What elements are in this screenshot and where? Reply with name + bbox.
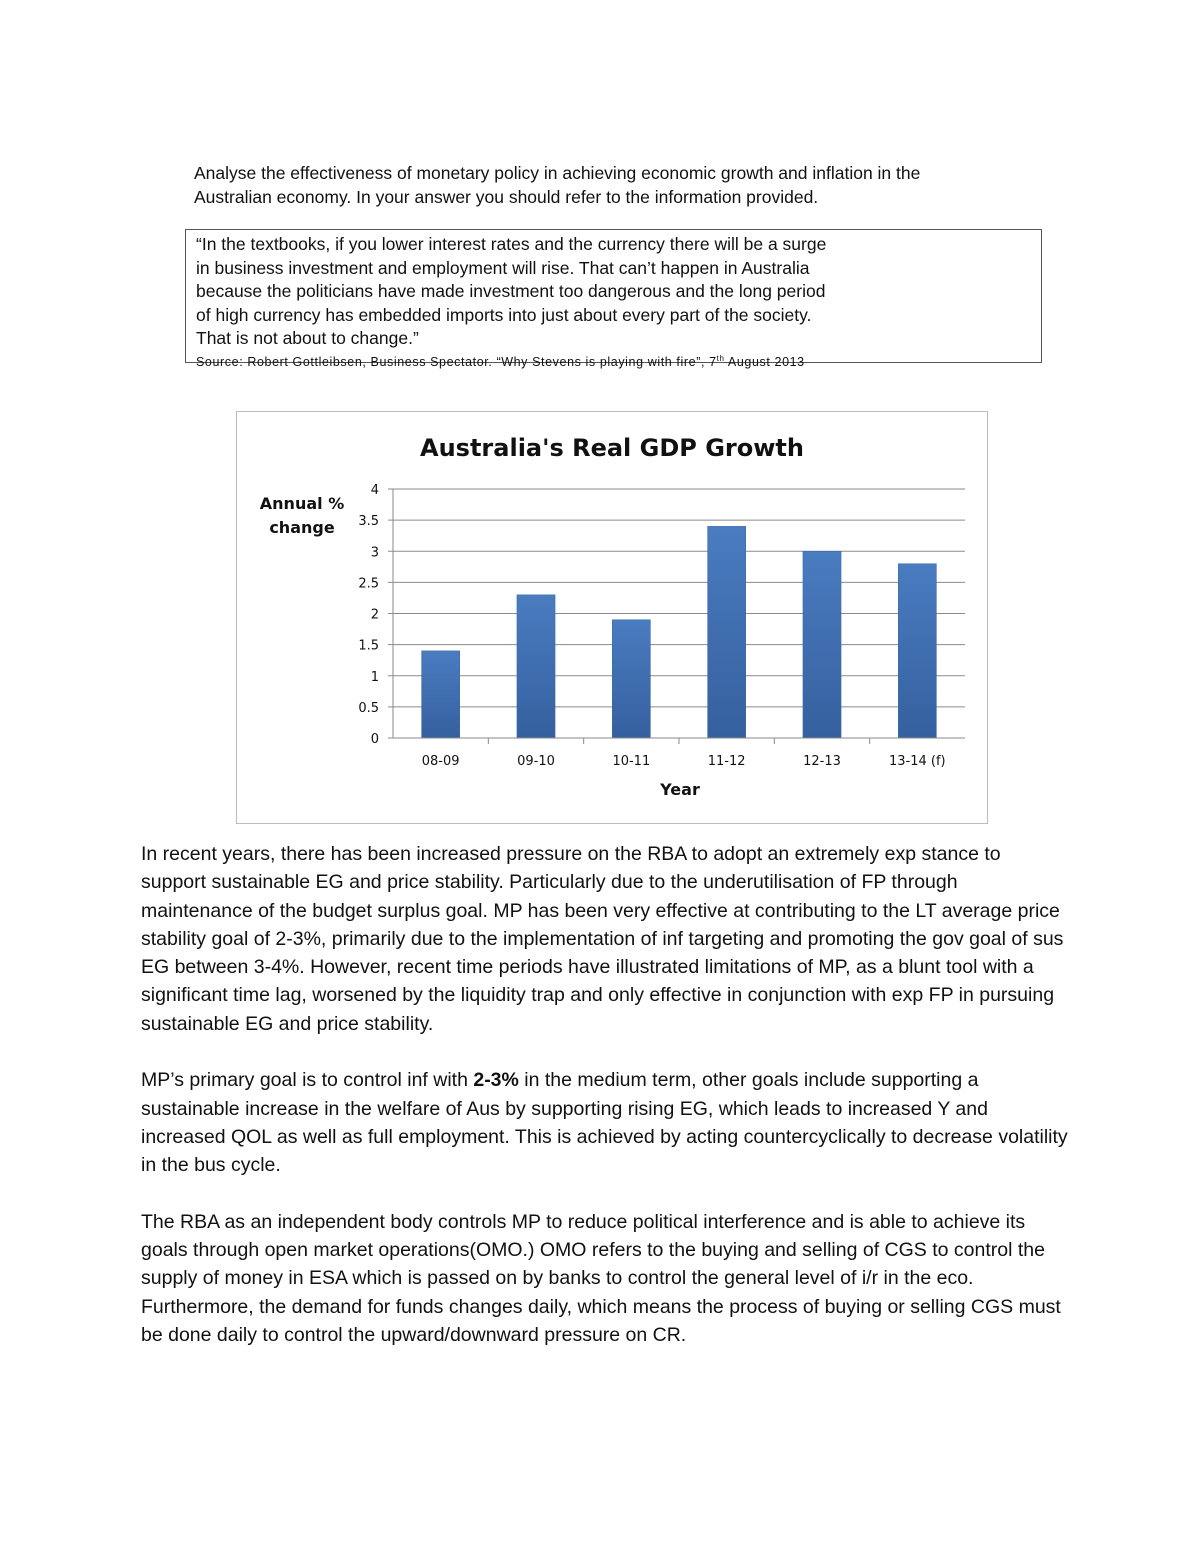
quote-source-prefix: Source: Robert Gottleibsen, Business Spectator. “Why Stevens is playing with fire”, 7 (196, 354, 717, 369)
bar-12-13 (803, 551, 841, 738)
essay-paragraph-2-bold: 2-3% (473, 1069, 519, 1092)
quote-source-sup: th (716, 353, 725, 363)
y-tick-label: 4 (370, 483, 379, 498)
essay-paragraph-2-end: in the medium term, other goals include supporting a sustainable increase in the welfare of Aus by supporting rising EG, which leads to increased Y and increased QOL as well as full employment. This is achieved by acting countercyclically to decrease volatility in the bus cycle. (141, 1069, 1068, 1177)
question-text (194, 161, 1054, 209)
gdp-chart-svg (237, 412, 987, 823)
quote-line-5: That is not about to change.” (196, 328, 419, 348)
x-axis-label: Year (660, 780, 700, 799)
essay-body (141, 840, 1071, 1378)
question-line-1: Analyse the effectiveness of monetary policy in achieving economic growth and inflation in the (194, 163, 921, 183)
bars (422, 526, 937, 738)
y-tick-label: 1.5 (358, 638, 379, 654)
bar-11-12 (708, 526, 746, 738)
y-tick-label: 2 (370, 607, 379, 623)
x-tick-label: 10-11 (612, 754, 651, 769)
quote-line-3: because the politicians have made investment too dangerous and the long period (196, 281, 826, 301)
grid-lines (388, 489, 965, 744)
bar-08-09 (422, 651, 460, 738)
y-tick-labels (358, 483, 379, 747)
y-axis-label-line-2: change (269, 518, 335, 537)
y-tick-label: 0.5 (358, 700, 379, 716)
y-tick-label: 3 (370, 545, 379, 561)
essay-paragraph-1: In recent years, there has been increased pressure on the RBA to adopt an extremely exp stance to support sustainable EG and price stability. Particularly due to the underutilisation of FP through maintenance of the budget surplus goal. MP has been very effective at contributing to the LT average price stability goal of 2-3%, primarily due to the implementation of inf targeting and promoting the gov goal of sus EG between 3-4%. However, recent time periods have illustrated limitations of MP, as a blunt tool with a significant time lag, worsened by the liquidity trap and only effective in conjunction with exp FP in pursuing sustainable EG and price stability. (141, 843, 1064, 1035)
x-tick-label: 13-14 (f) (889, 754, 946, 769)
quote-source (196, 351, 1041, 370)
y-axis-label-line-1: Annual % (259, 494, 345, 513)
essay-paragraph-2 (141, 1066, 1071, 1179)
x-tick-label: 08-09 (421, 754, 460, 769)
quote-source-suffix: August 2013 (724, 354, 805, 369)
quote-line-1: “In the textbooks, if you lower interest rates and the currency there will be a surge (196, 234, 827, 254)
quote-line-2: in business investment and employment will rise. That can’t happen in Australia (196, 257, 810, 278)
x-tick-label: 11-12 (707, 754, 746, 769)
quote-line-4: of high currency has embedded imports into just about every part of the society. (196, 304, 812, 325)
y-tick-label: 3.5 (358, 514, 379, 530)
question-line-2: Australian economy. In your answer you should refer to the information provided. (194, 187, 819, 207)
bar-09-10 (517, 595, 555, 738)
essay-paragraph-3: The RBA as an independent body controls MP to reduce political interference and is able to achieve its goals through open market operations(OMO.) OMO refers to the buying and selling of CGS to control the supply of money in ESA which is passed on by banks to control the general level of i/r in the eco. Furthermore, the demand for funds changes daily, which means the process of buying or selling CGS must be done daily to control the upward/downward pressure on CR. (141, 1210, 1061, 1347)
chart-title: Australia's Real GDP Growth (420, 434, 804, 462)
gdp-chart (236, 411, 988, 824)
essay-paragraph-2-start: MP’s primary goal is to control inf with (141, 1069, 474, 1092)
y-tick-label: 2.5 (358, 576, 379, 592)
y-tick-label: 0 (370, 732, 379, 747)
bar-13-14-f (898, 564, 936, 738)
bar-10-11 (612, 620, 650, 738)
x-tick-label: 12-13 (803, 754, 841, 769)
quote-box (185, 229, 1042, 369)
x-tick-labels (422, 754, 946, 769)
x-tick-label: 09-10 (517, 754, 555, 769)
y-tick-label: 1 (370, 669, 379, 685)
